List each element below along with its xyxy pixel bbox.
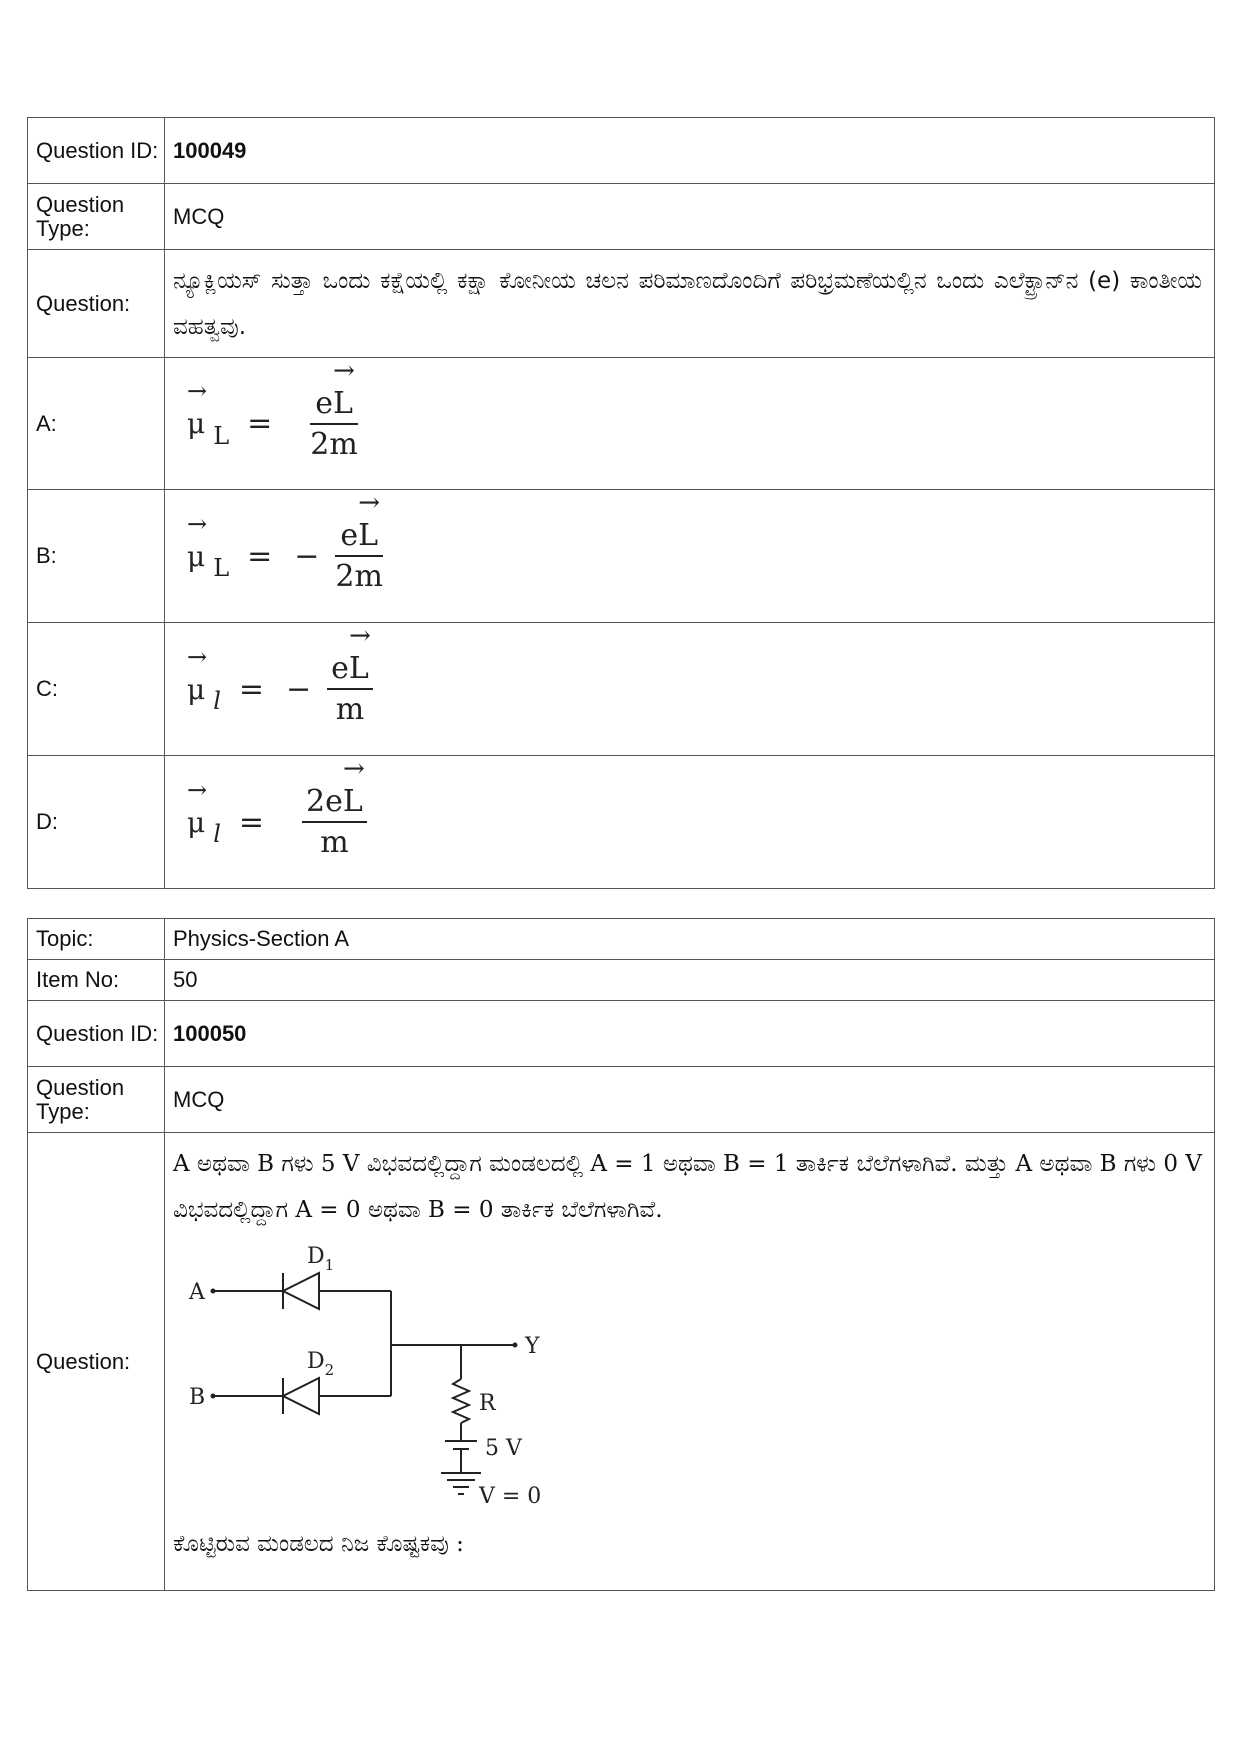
equals-sign: = <box>238 671 265 707</box>
row-question-id <box>28 118 1215 184</box>
denominator: m <box>335 692 365 727</box>
input-b-label: B <box>189 1385 206 1410</box>
question-type-label: Question Type: <box>28 1067 165 1133</box>
diode-d1-label: $D_1$ <box>307 1244 335 1274</box>
option-row-d <box>28 756 1215 889</box>
row-question-type <box>28 184 1215 250</box>
mu-symbol: μ <box>187 407 206 440</box>
ground-label: V = 0 <box>479 1484 542 1509</box>
question-type-value: MCQ <box>165 184 1215 250</box>
sign: − <box>294 538 320 574</box>
option-b-formula <box>173 488 1214 594</box>
vector-arrow-icon: → <box>187 509 208 538</box>
vector-arrow-icon: → <box>187 775 208 804</box>
question-text: ನ್ಯೂಕ್ಲಿಯಸ್ ಸುತ್ತಾ ಒಂದು ಕಕ್ಷೆಯಲ್ಲಿ ಕಕ್ಷಾ ಕೋನೀಯ ಚಲನ ಪರಿಮಾಣದೊಂದಿಗೆ ಪರಿಭ್ರಮಣೆಯಲ್ಲಿನ ಒಂದು ಎಲೆಕ್ಟ್ರಾನ್‌ನ (e) ಕಾಂತೀಯ ವಹತ್ವವು. <box>173 267 1202 340</box>
equals-sign: = <box>247 538 273 574</box>
option-b-label: B: <box>28 490 165 623</box>
question-label: Question: <box>28 1133 165 1591</box>
denominator: 2m <box>310 426 358 462</box>
question-type-label: Question Type: <box>28 184 165 250</box>
row-question-id <box>28 1001 1215 1067</box>
question-id-value: 100050 <box>165 1001 1215 1067</box>
supply-voltage-label: 5 V <box>485 1436 522 1461</box>
question-label: Question: <box>28 250 165 358</box>
question-table-100049 <box>27 117 1215 889</box>
denominator: 2m <box>335 559 383 594</box>
item-no-value: 50 <box>165 960 1215 1001</box>
option-a-formula <box>173 355 1214 462</box>
row-topic <box>28 919 1215 960</box>
option-row-a <box>28 358 1215 490</box>
vector-arrow-icon: → <box>358 488 381 518</box>
fraction <box>327 621 373 727</box>
question-id-value: 100049 <box>165 118 1215 184</box>
vector-arrow-icon: → <box>343 754 365 784</box>
question-type-value: MCQ <box>165 1067 1215 1133</box>
item-no-label: Item No: <box>28 960 165 1001</box>
numerator: 2eL <box>306 784 363 819</box>
mu-symbol: μ <box>187 805 206 839</box>
denominator: m <box>320 825 349 860</box>
option-d-formula <box>173 754 1214 860</box>
question-text: A ಅಥವಾ B ಗಳು 5 V ವಿಭವದಲ್ಲಿದ್ದಾಗ ಮಂಡಲದಲ್ಲಿ A = 1 ಅಥವಾ B = 1 ತಾರ್ಕಿಕ ಬೆಲೆಗಳಾಗಿವೆ. ಮತ್ತು A ಅಥವಾ B ಗಳು 0 V ವಿಭವದಲ್ಲಿದ್ದಾಗ A = 0 ಅಥವಾ B = 0 ತಾರ್ಕಿಕ ಬೆಲೆಗಳಾಗಿವೆ. <box>173 1151 1202 1223</box>
equals-sign: = <box>247 406 273 441</box>
mu-subscript: L <box>213 554 230 582</box>
question-table-100050 <box>27 918 1215 1591</box>
topic-value: Physics-Section A <box>165 919 1215 960</box>
row-question-type <box>28 1067 1215 1133</box>
input-a-label: A <box>189 1280 205 1305</box>
row-question <box>28 1133 1215 1591</box>
vector-arrow-icon: → <box>333 355 355 386</box>
row-item-no <box>28 960 1215 1001</box>
mu-subscript: L <box>213 421 230 450</box>
question-id-label: Question ID: <box>28 1001 165 1067</box>
topic-label: Topic: <box>28 919 165 960</box>
numerator: eL <box>331 651 369 686</box>
vector-arrow-icon: → <box>187 377 208 405</box>
mu-subscript: l <box>213 820 221 848</box>
fraction <box>335 488 383 594</box>
vector-arrow-icon: → <box>187 642 208 671</box>
option-a-label: A: <box>28 358 165 490</box>
question-id-label: Question ID: <box>28 118 165 184</box>
diode-d2-label: $D_2$ <box>307 1349 335 1379</box>
numerator: eL <box>315 385 353 421</box>
mu-symbol: μ <box>187 539 206 573</box>
resistor-label: R <box>479 1391 496 1416</box>
option-row-b <box>28 490 1215 623</box>
option-d-label: D: <box>28 756 165 889</box>
sign: − <box>286 671 312 707</box>
fraction <box>310 355 358 462</box>
diode-or-gate-circuit <box>179 1233 599 1521</box>
question-footer-text: ಕೊಟ್ಟಿರುವ ಮಂಡಲದ ನಿಜ ಕೊಷ್ಟಕವು : <box>173 1531 464 1557</box>
output-y-label: Y <box>525 1334 540 1359</box>
fraction <box>302 754 367 860</box>
mu-subscript: l <box>213 687 221 715</box>
numerator: eL <box>340 518 379 553</box>
row-question <box>28 250 1215 358</box>
mu-symbol: μ <box>187 672 206 706</box>
option-row-c <box>28 623 1215 756</box>
option-c-formula <box>173 621 1214 727</box>
vector-arrow-icon: → <box>349 621 371 651</box>
option-c-label: C: <box>28 623 165 756</box>
equals-sign: = <box>238 804 265 840</box>
